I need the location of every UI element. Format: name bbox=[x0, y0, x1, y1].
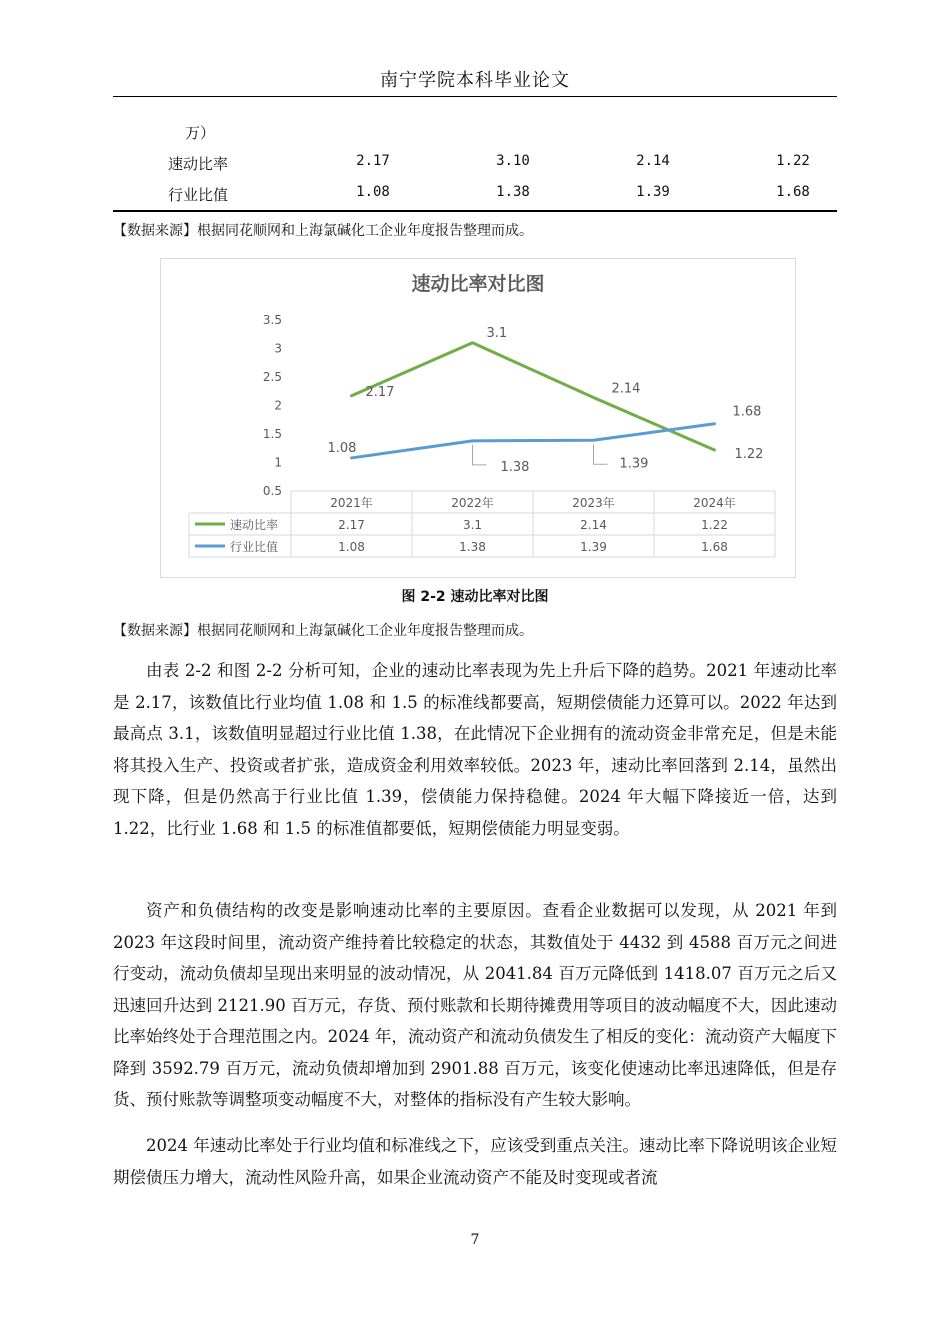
table-value: 1.68 bbox=[701, 540, 728, 554]
data-label: 2.17 bbox=[365, 384, 395, 400]
table-row-label: 行业比值 bbox=[168, 186, 229, 204]
data-label: 1.22 bbox=[734, 446, 764, 462]
x-category-label: 2022年 bbox=[451, 496, 494, 510]
table-value: 2.17 bbox=[338, 518, 365, 532]
table-cell: 1.38 bbox=[496, 184, 530, 200]
body-paragraph: 2024 年速动比率处于行业均值和标准线之下，应该受到重点关注。速动比率下降说明该企业短期偿债压力增大，流动性风险升高，如果企业流动资产不能及时变现或者流 bbox=[113, 1136, 837, 1187]
table-cell: 2.14 bbox=[636, 153, 670, 169]
x-category-label: 2024年 bbox=[693, 496, 736, 510]
table-cell: 1.39 bbox=[636, 184, 670, 200]
y-tick-label: 1.5 bbox=[262, 427, 282, 441]
y-tick-label: 2.5 bbox=[262, 370, 282, 384]
figure-source-note: 【数据来源】根据同花顺网和上海氯碱化工企业年度报告整理而成。 bbox=[113, 623, 533, 639]
body-paragraph: 资产和负债结构的改变是影响速动比率的主要原因。查看企业数据可以发现，从 2021 年到 2023 年这段时间里，流动资产维持着比较稳定的状态，其数值处于 4432 到 4588 百万元之间进行变动，流动负债却呈现出来明显的波动情况，从 2041.84 百万元降低到 1418.07 百万元之后又迅速回升达到 2121.90 百万元，存货、预付账款和长期待摊费用等项目的波动幅度不大，因此速动比率始终处于合理范围之内。2024 年，流动资产和流动负债发生了相反的变化：流动资产大幅度下降到 3592.79 百万元，流动负债却增加到 2901.88 百万元，该变化使速动比率迅速降低，但是存货、预付账款等调整项变动幅度不大，对整体的指标没有产生较大影响。 bbox=[113, 901, 837, 1109]
body-paragraph: 由表 2-2 和图 2-2 分析可知，企业的速动比率表现为先上升后下降的趋势。2021 年速动比率是 2.17，该数值比行业均值 1.08 和 1.5 的标准线都要高，短期偿债能力还算可以。2022 年达到最高点 3.1，该数值明显超过行业比值 1.38，在此情况下企业拥有的流动资金非常充足，但是未能将其投入生产、投资或者扩张，造成资金利用效率较低。2023 年，速动比率回落到 2.14，虽然出现下降，但是仍然高于行业比值 1.39，偿债能力保持稳健。2024 年大幅下降接近一倍，达到 1.22，比行业 1.68 和 1.5 的标准值都要低，短期偿债能力明显变弱。 bbox=[113, 661, 837, 838]
table-cell: 1.68 bbox=[776, 184, 810, 200]
figure-caption: 图 2-2 速动比率对比图 bbox=[401, 589, 549, 605]
table-row-label: 速动比率 bbox=[168, 155, 229, 173]
table-cell: 3.10 bbox=[496, 153, 530, 169]
table-value: 1.38 bbox=[459, 540, 486, 554]
data-label: 1.38 bbox=[500, 459, 530, 475]
y-tick-label: 2 bbox=[274, 398, 282, 413]
leader-line bbox=[594, 444, 608, 464]
y-tick-label: 3 bbox=[274, 341, 282, 356]
y-tick-label: 0.5 bbox=[262, 484, 282, 498]
y-tick-label: 3.5 bbox=[262, 313, 282, 327]
leader-line bbox=[473, 445, 487, 465]
chart-svg bbox=[161, 259, 795, 577]
data-label: 2.14 bbox=[611, 381, 641, 397]
page-number: 7 bbox=[470, 1232, 480, 1248]
table-cell: 2.17 bbox=[356, 153, 390, 169]
page-header: 南宁学院本科毕业论文 bbox=[380, 70, 570, 91]
series-line-industry bbox=[352, 424, 715, 458]
x-category-label: 2021年 bbox=[330, 496, 373, 510]
table-row-continued bbox=[113, 122, 837, 152]
table-value: 1.08 bbox=[338, 540, 365, 554]
ratio-table bbox=[113, 120, 837, 212]
table-value: 2.14 bbox=[580, 518, 607, 532]
table-row bbox=[113, 153, 837, 183]
legend-label: 速动比率 bbox=[230, 518, 279, 532]
table-bottom-rule bbox=[113, 210, 837, 212]
data-label: 1.39 bbox=[619, 456, 649, 472]
legend-label: 行业比值 bbox=[230, 540, 279, 554]
data-label: 1.68 bbox=[732, 404, 762, 420]
y-tick-label: 1 bbox=[274, 455, 282, 470]
table-value: 1.39 bbox=[580, 540, 607, 554]
table-source-note: 【数据来源】根据同花顺网和上海氯碱化工企业年度报告整理而成。 bbox=[113, 223, 533, 239]
x-category-label: 2023年 bbox=[572, 496, 615, 510]
series-line-quick-ratio bbox=[352, 343, 715, 450]
data-label: 1.08 bbox=[327, 440, 357, 456]
table-continued-label: 万） bbox=[185, 124, 216, 142]
table-cell: 1.08 bbox=[356, 184, 390, 200]
table-value: 3.1 bbox=[462, 518, 483, 532]
data-label: 3.1 bbox=[486, 325, 508, 341]
table-value: 1.22 bbox=[701, 518, 728, 532]
quick-ratio-chart bbox=[160, 258, 796, 578]
header-rule bbox=[113, 96, 837, 97]
chart-title: 速动比率对比图 bbox=[411, 273, 545, 295]
table-cell: 1.22 bbox=[776, 153, 810, 169]
